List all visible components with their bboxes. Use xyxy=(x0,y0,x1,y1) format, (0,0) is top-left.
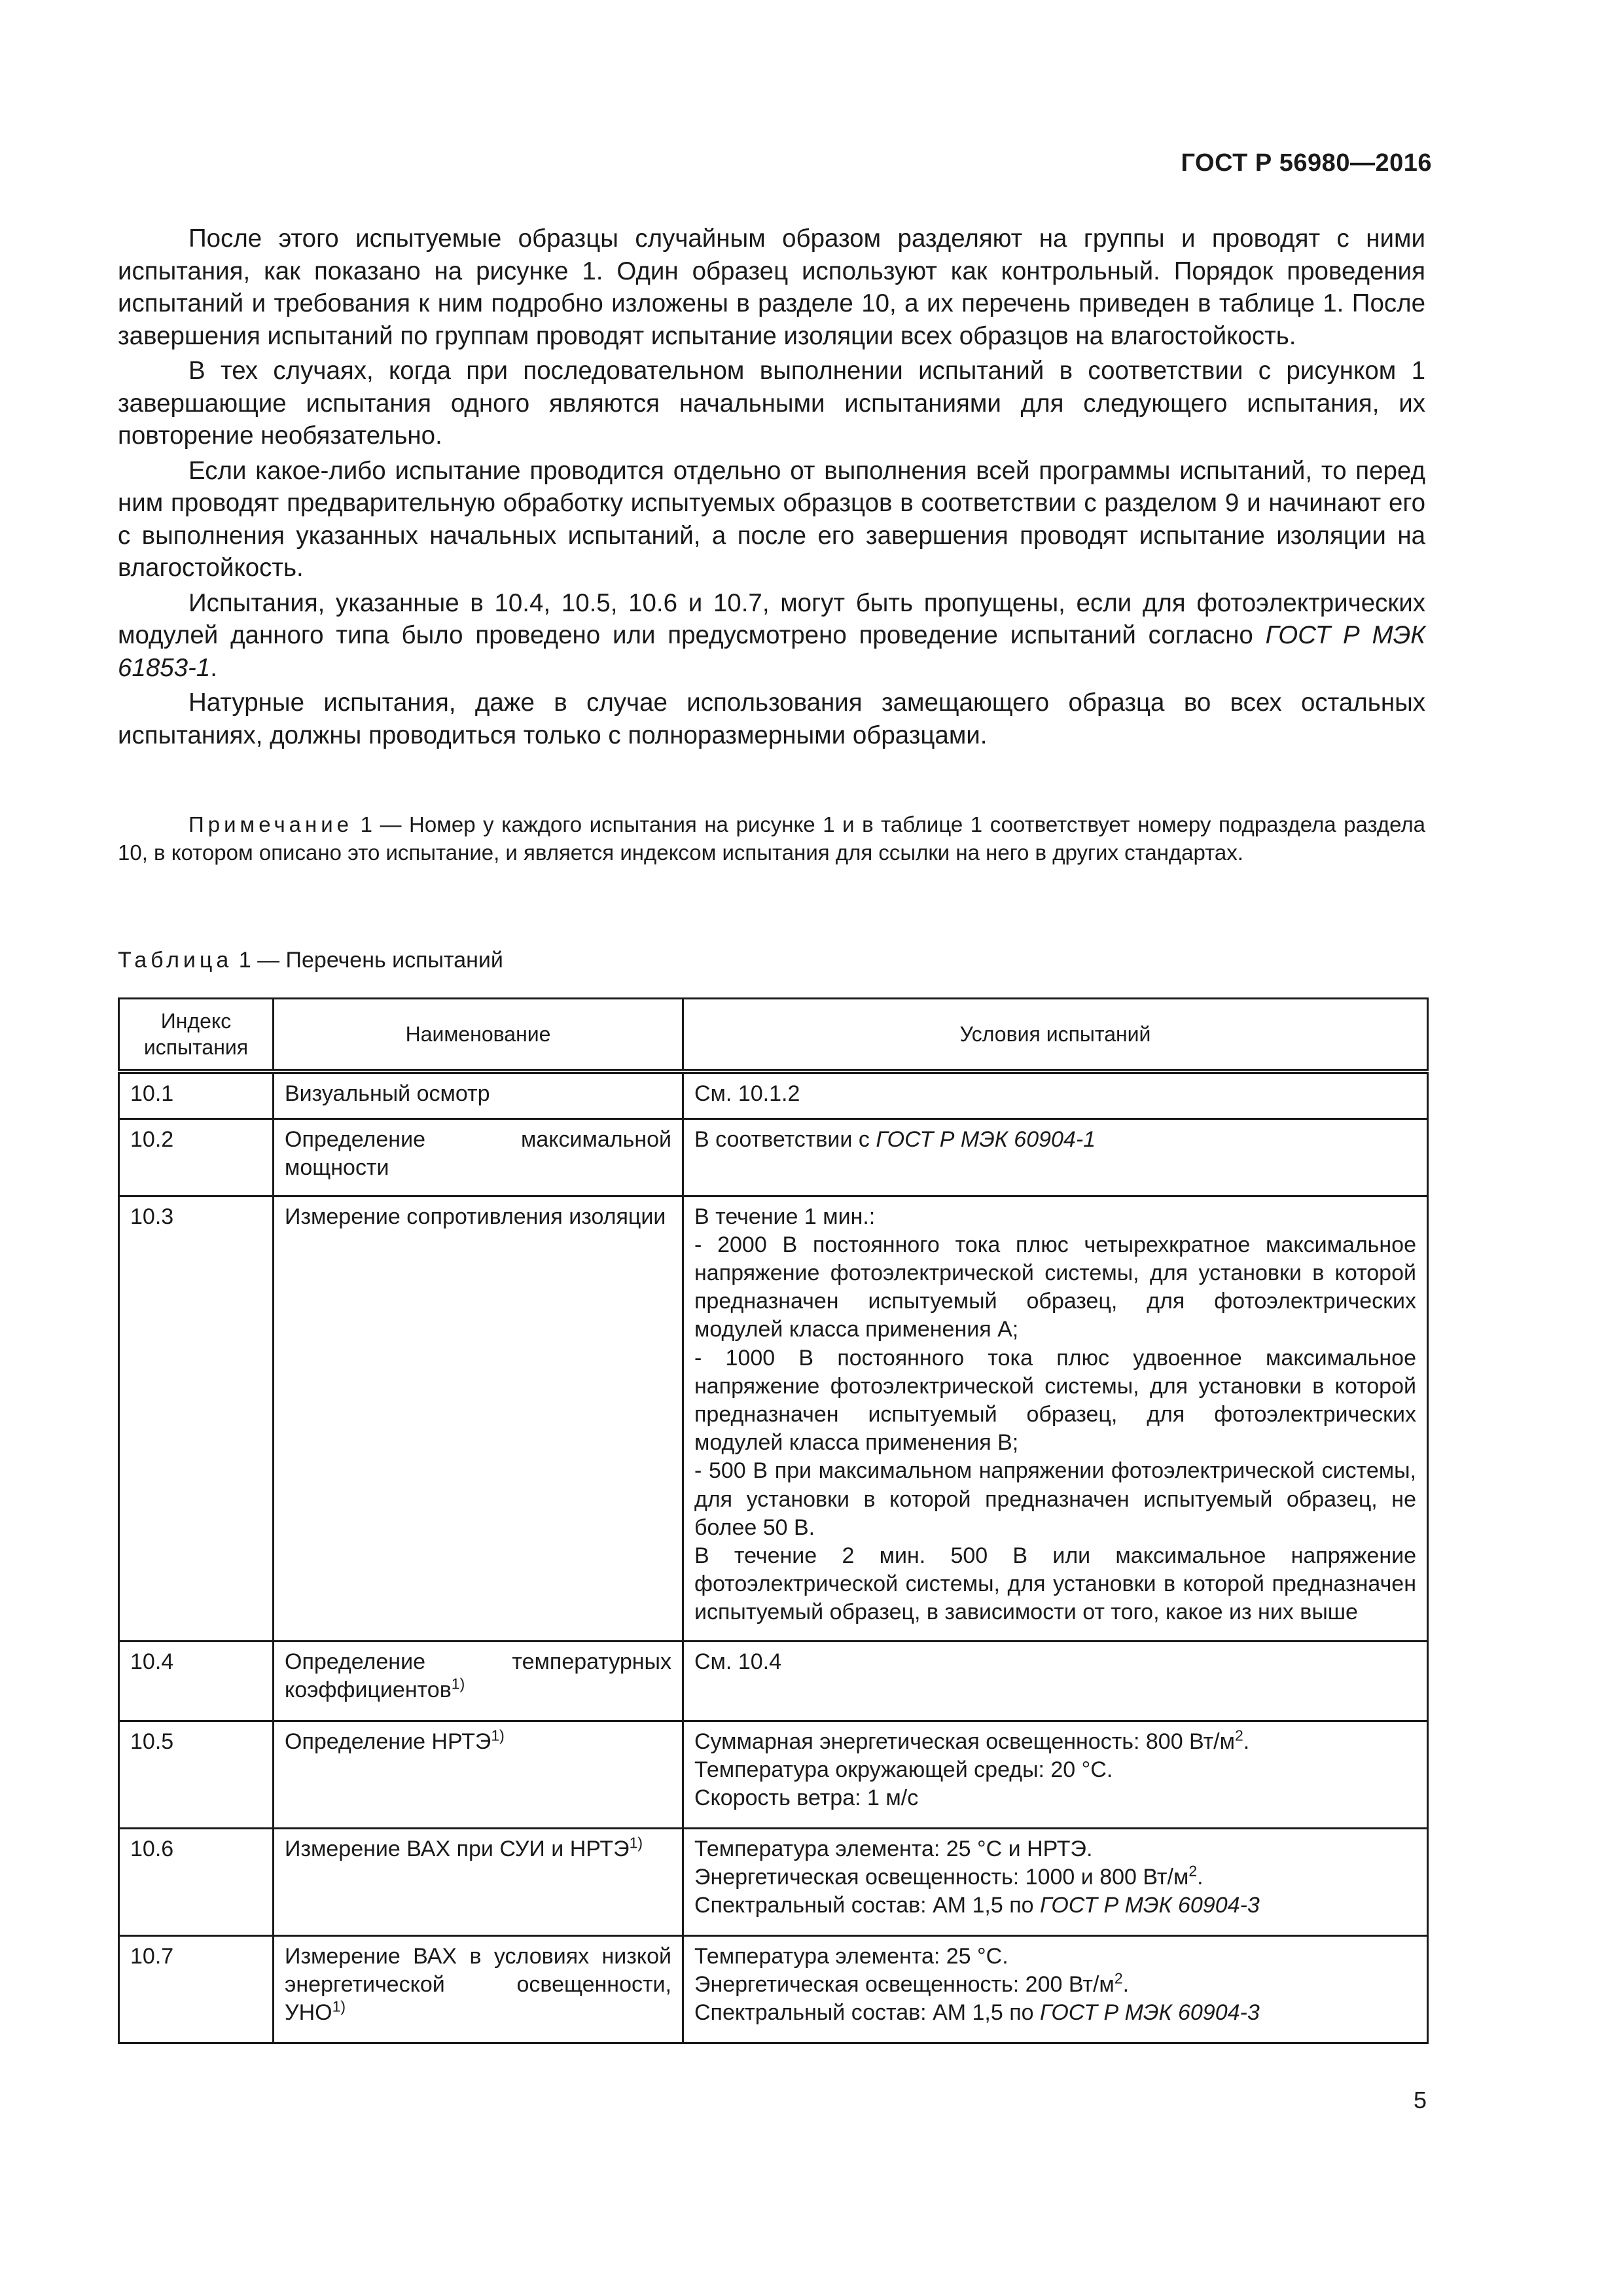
condition-line: - 500 В при максимальном напряжении фотоэлектрической системы, для установки в которой предназначен испытуемый образец, не более 50 В. xyxy=(694,1458,1416,1540)
cell-index: 10.4 xyxy=(119,1641,274,1721)
table-row xyxy=(119,1119,1428,1196)
condition-line xyxy=(694,1892,1416,1920)
paragraph-2: В тех случаях, когда при последовательном выполнении испытаний в соответствии с рисунком 1 завершающие испытания одного являются начальными испытаниями для следующего испытания, их повторение необязательно. xyxy=(118,357,1425,450)
cell-index: 10.5 xyxy=(119,1721,274,1828)
table-row xyxy=(119,1828,1428,1935)
condition-tail: . xyxy=(1122,1971,1130,1997)
paragraph-4-tail: . xyxy=(210,653,217,682)
cell-conditions xyxy=(683,1828,1428,1935)
note-label: Примечание xyxy=(188,812,353,836)
condition-line xyxy=(694,1863,1416,1892)
cell-index: 10.6 xyxy=(119,1828,274,1935)
note xyxy=(118,810,1425,867)
cell-conditions: См. 10.1.2 xyxy=(683,1071,1428,1119)
spectral-prefix: Спектральный состав: АМ 1,5 по xyxy=(694,2000,1040,2025)
cell-conditions xyxy=(683,1721,1428,1828)
standard-header: ГОСТ Р 56980—2016 xyxy=(1181,149,1432,177)
header-conditions: Условия испытаний xyxy=(683,999,1428,1072)
paragraph-4 xyxy=(118,587,1425,685)
footnote-mark: 1) xyxy=(332,1998,346,2015)
condition-tail: . xyxy=(1243,1729,1250,1754)
name-text: Определение НРТЭ xyxy=(285,1729,491,1754)
condition-line xyxy=(694,1728,1416,1756)
body-text xyxy=(118,223,1425,754)
table-row xyxy=(119,1071,1428,1119)
note-text: 1 — Номер у каждого испытания на рисунке 1 и в таблице 1 соответствует номеру подраздела раздела 10, в котором описано это испытание, и является индексом испытания для ссылки на него в других стандартах. xyxy=(118,812,1425,865)
condition-line: В течение 2 мин. 500 В или максимальное напряжение фотоэлектрической системы, для установки в которой предназначен испытуемый образец, в зависимости от того, какое из них выше xyxy=(694,1543,1416,1625)
cell-conditions xyxy=(683,1935,1428,2043)
condition-line: В течение 1 мин.: xyxy=(694,1204,876,1229)
footnote-mark: 1) xyxy=(491,1727,505,1744)
name-text: Измерение ВАХ в условиях низкой энергетической освещенности, УНО xyxy=(285,1943,671,2025)
table-caption-label: Таблица xyxy=(118,948,233,973)
condition-line: Температура элемента: 25 °С и НРТЭ. xyxy=(694,1836,1093,1861)
condition-line xyxy=(694,1999,1416,2027)
table-row xyxy=(119,1721,1428,1828)
conditions-prefix: В соответствии с xyxy=(694,1126,876,1152)
table-row xyxy=(119,1641,1428,1721)
paragraph-1: После этого испытуемые образцы случайным образом разделяют на группы и проводят с ними испытания, как показано на рисунке 1. Один образец используют как контрольный. Порядок проведения испытаний и требования к ним подробно изложены в разделе 10, а их перечень приведен в таблице 1. После завершения испытаний по группам проводят испытание изоляции всех образцов на влагостойкость. xyxy=(118,224,1425,350)
tests-table xyxy=(118,997,1429,2044)
spectral-prefix: Спектральный состав: АМ 1,5 по xyxy=(694,1892,1040,1918)
page-number: 5 xyxy=(1413,2087,1427,2113)
gost-reference: ГОСТ Р МЭК 60904-3 xyxy=(1040,2000,1260,2025)
cell-name xyxy=(274,1721,683,1828)
condition-line: - 1000 В постоянного тока плюс удвоенное максимальное напряжение фотоэлектрической системы, для установки в которой предназначен испытуемый образец, для фотоэлектрических модулей класса применения В; xyxy=(694,1345,1416,1456)
footnote-mark: 1) xyxy=(629,1834,643,1852)
cell-index: 10.3 xyxy=(119,1196,274,1641)
cell-name xyxy=(274,1641,683,1721)
table-header-row xyxy=(119,999,1428,1072)
paragraph-5: Натурные испытания, даже в случае использования замещающего образца во всех остальных испытаниях, должны проводиться только с полноразмерными образцами. xyxy=(118,689,1425,749)
unit-superscript: 2 xyxy=(1235,1727,1243,1744)
unit-superscript: 2 xyxy=(1188,1862,1198,1880)
condition-line: Температура окружающей среды: 20 °С. xyxy=(694,1757,1113,1782)
paragraph-3: Если какое-либо испытание проводится отдельно от выполнения всей программы испытаний, то перед ним проводят предварительную обработку испытуемых образцов в соответствии с разделом 9 и начинают его с выполнения указанных начальных испытаний, а после его завершения проводят испытание изоляции на влагостойкость. xyxy=(118,456,1425,582)
cell-conditions xyxy=(683,1196,1428,1641)
condition-tail: . xyxy=(1197,1864,1204,1890)
paragraph-4-text: Испытания, указанные в 10.4, 10.5, 10.6 и 10.7, могут быть пропущены, если для фотоэлектрических модулей данного типа было проведено или предусмотрено проведение испытаний согласно xyxy=(118,588,1425,649)
cell-name: Определение максимальной мощности xyxy=(274,1119,683,1196)
header-name: Наименование xyxy=(274,999,683,1072)
cell-name xyxy=(274,1935,683,2043)
table-caption-text: 1 — Перечень испытаний xyxy=(232,948,503,973)
gost-reference: ГОСТ Р МЭК 61853-1 xyxy=(118,621,1425,682)
table-caption xyxy=(118,948,503,973)
condition-text: Энергетическая освещенность: 1000 и 800 Вт/м xyxy=(694,1864,1189,1890)
cell-conditions: См. 10.4 xyxy=(683,1641,1428,1721)
cell-index: 10.1 xyxy=(119,1071,274,1119)
condition-line: Скорость ветра: 1 м/с xyxy=(694,1785,919,1810)
name-text: Определение температурных коэффициентов xyxy=(285,1649,671,1702)
table-row xyxy=(119,1935,1428,2043)
cell-name: Измерение сопротивления изоляции xyxy=(274,1196,683,1641)
condition-line xyxy=(694,1971,1416,1999)
condition-text: Суммарная энергетическая освещенность: 800 Вт/м xyxy=(694,1729,1235,1754)
table-row xyxy=(119,1196,1428,1641)
header-index: Индекс испытания xyxy=(119,999,274,1072)
condition-line: Температура элемента: 25 °С. xyxy=(694,1943,1008,1969)
condition-text: Энергетическая освещенность: 200 Вт/м xyxy=(694,1971,1115,1997)
gost-reference: ГОСТ Р МЭК 60904-1 xyxy=(876,1126,1096,1152)
name-text: Измерение ВАХ при СУИ и НРТЭ xyxy=(285,1836,630,1861)
footnote-mark: 1) xyxy=(451,1675,465,1693)
unit-superscript: 2 xyxy=(1114,1969,1123,1987)
cell-name xyxy=(274,1828,683,1935)
cell-name: Визуальный осмотр xyxy=(274,1071,683,1119)
cell-index: 10.2 xyxy=(119,1119,274,1196)
condition-line: - 2000 В постоянного тока плюс четырехкратное максимальное напряжение фотоэлектрической системы, для установки в которой предназначен испытуемый образец, для фотоэлектрических модулей класса применения А; xyxy=(694,1232,1416,1342)
cell-index: 10.7 xyxy=(119,1935,274,2043)
gost-reference: ГОСТ Р МЭК 60904-3 xyxy=(1040,1892,1260,1918)
cell-conditions xyxy=(683,1119,1428,1196)
